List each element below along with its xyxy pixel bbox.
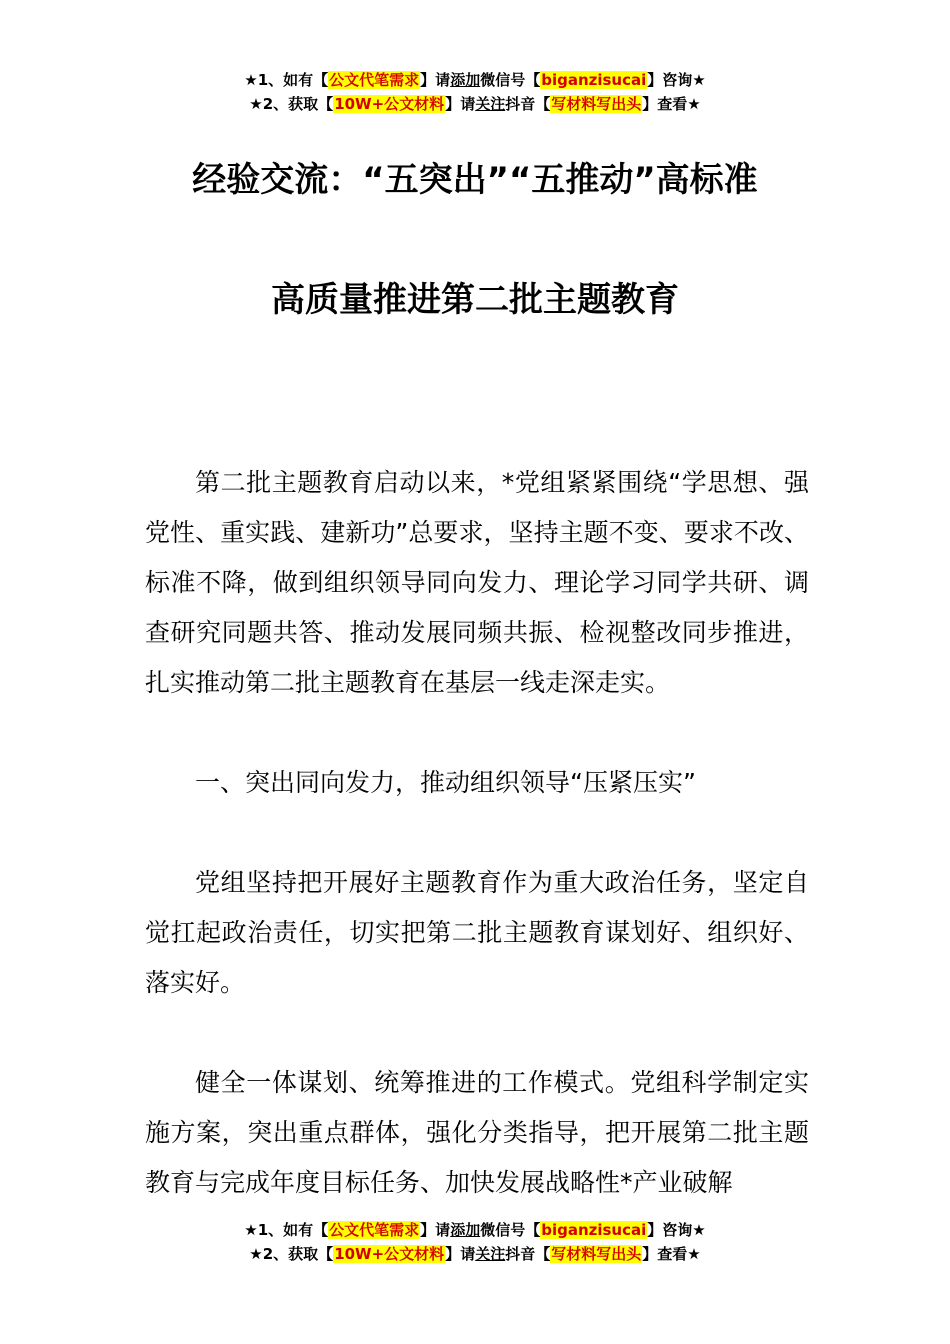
paragraph-section-1-detail: 健全一体谋划、统筹推进的工作模式。党组科学制定实施方案，突出重点群体，强化分类指导，把开展第二批主题教育与完成年度目标任务、加快发展战略性*产业破解 [145,1068,809,1197]
promo-wechat-id: biganzisucai [541,1221,647,1239]
promo-highlight: 10W+公文材料 [334,95,445,113]
promo-text: ★1、如有【 [244,71,329,89]
promo-text: 】请 [420,1221,451,1239]
promo-wechat-id: biganzisucai [541,71,647,89]
promo-line-2 [0,1242,950,1266]
promo-line-1 [0,68,950,92]
promo-line-1 [0,1218,950,1242]
promo-text: 微信号【 [480,71,541,89]
promo-underline: 关注 [475,95,506,113]
promo-text: 】请 [420,71,451,89]
promo-text: 】咨询★ [647,1221,706,1239]
promo-text: 微信号【 [480,1221,541,1239]
promo-banner-top [0,68,950,116]
paragraph-intro: 第二批主题教育启动以来，*党组紧紧围绕“学思想、强党性、重实践、建新功”总要求，坚持主题不变、要求不改、标准不降，做到组织领导同向发力、理论学习同学共研、调查研究同题共答、推动发展同频共振、检视整改同步推进，扎实推动第二批主题教育在基层一线走深走实。 [145,468,809,697]
promo-text: 】请 [445,1245,476,1263]
section-heading-1: 一、突出同向发力，推动组织领导“压紧压实” [195,768,696,797]
promo-douyin-id: 写材料写出头 [551,1245,642,1263]
promo-text: 】查看★ [642,1245,701,1263]
document-title-line-2: 高质量推进第二批主题教育 [271,280,679,320]
promo-highlight: 公文代笔需求 [329,71,420,89]
promo-highlight: 10W+公文材料 [334,1245,445,1263]
document-title-line-1: 经验交流：“五突出”“五推动”高标准 [192,160,758,200]
promo-underline: 添加 [450,71,481,89]
promo-text: 】咨询★ [647,71,706,89]
promo-douyin-id: 写材料写出头 [551,95,642,113]
promo-text: ★2、获取【 [249,95,334,113]
promo-highlight: 公文代笔需求 [329,1221,420,1239]
promo-underline: 添加 [450,1221,481,1239]
promo-underline: 关注 [475,1245,506,1263]
paragraph-section-1: 党组坚持把开展好主题教育作为重大政治任务，坚定自觉扛起政治责任，切实把第二批主题教育谋划好、组织好、落实好。 [145,868,809,997]
promo-text: ★2、获取【 [249,1245,334,1263]
promo-text: ★1、如有【 [244,1221,329,1239]
promo-text: 抖音【 [505,1245,551,1263]
promo-banner-bottom [0,1218,950,1266]
promo-line-2 [0,92,950,116]
promo-text: 抖音【 [505,95,551,113]
promo-text: 】查看★ [642,95,701,113]
promo-text: 】请 [445,95,476,113]
